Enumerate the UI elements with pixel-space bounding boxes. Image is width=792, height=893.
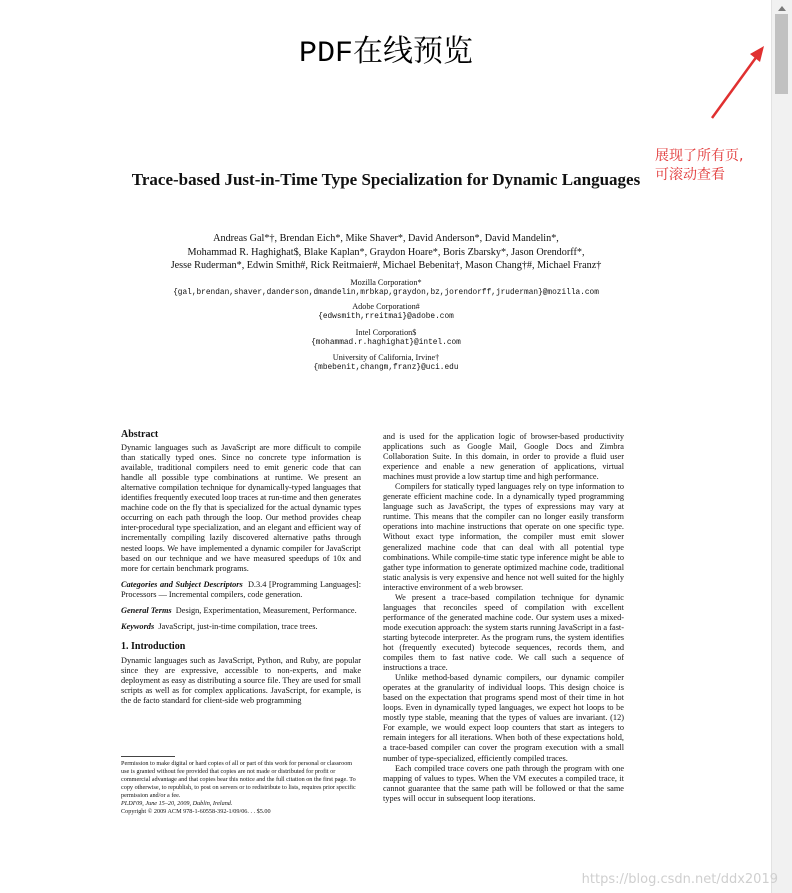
- annotation-line: 展现了所有页,: [655, 148, 744, 164]
- categories: [121, 580, 361, 600]
- affiliation-intel: [110, 327, 662, 349]
- general-terms-label: General Terms: [121, 605, 172, 615]
- affiliation-emails: {mbebenit,changm,franz}@uci.edu: [313, 364, 459, 372]
- keywords-label: Keywords: [121, 621, 155, 631]
- affiliation-emails: {gal,brendan,shaver,danderson,dmandelin,mrbkap,graydon,bz,jorendorff,jruderman}@mozilla.com: [173, 289, 599, 297]
- body-paragraph: Compilers for statically typed languages rely on type information to generate efficient machine code. In a dynamically typed programming language such as JavaScript, the types of expressions may vary at runtime. This means that the compiler can no longer easily transform operations into machine instructions that operate on one specific type. Without exact type information, the compiler must emit slower generalized machine code that can deal with all potential type combinations. While compile-time static type inference might be able to gather type information to generate optimized machine code, traditional static analysis is very expensive and hence not well suited for the highly interactive environment of a web browser.: [383, 482, 624, 592]
- affiliation-name: University of California, Irvine†: [332, 353, 440, 362]
- categories-label: Categories and Subject Descriptors: [121, 579, 243, 589]
- scrollbar-thumb[interactable]: [775, 14, 788, 94]
- categories-text: D.3.4 [Programming Languages]: Processors — Incremental compilers, code generation.: [121, 579, 362, 599]
- affiliation-name: Intel Corporation$: [355, 328, 417, 337]
- annotation-note: [655, 147, 743, 185]
- annotation-arrow-head: [750, 46, 764, 62]
- body-paragraph: Unlike method-based dynamic compilers, our dynamic compiler operates at the granularity of individual loops. This design choice is based on the expectation that programs spend most of their time in hot loops. Even in dynamically typed languages, we expect hot loops to be mostly type stable, meaning that the types of values are invariant. (12) For example, we would expect loop counters that start as integers to remain integers for all iterations. When both of these expectations hold, a trace-based compiler can cover the program execution with a small number of type-specialized, efficiently compiled traces.: [383, 673, 624, 763]
- footnote-permission: Permission to make digital or hard copies of all or part of this work for personal or classroom use is granted without fee provided that copies are not made or distributed for profit or commercial advantage and that copies bear this notice and the full citation on the first page. To copy otherwise, to republish, to post on servers or to redistribute to lists, requires prior specific permission and/or a fee.: [121, 760, 356, 799]
- affiliation-mozilla: [110, 277, 662, 299]
- affiliation-emails: {edwsmith,rreitmai}@adobe.com: [318, 313, 454, 321]
- page-title: PDF在线预览: [298, 37, 473, 71]
- watermark: https://blog.csdn.net/ddx2019: [581, 872, 778, 887]
- paper-title: Trace-based Just-in-Time Type Specialization for Dynamic Languages: [131, 170, 641, 189]
- abstract-heading: Abstract: [121, 429, 159, 440]
- intro-heading: 1. Introduction: [121, 640, 186, 652]
- body-paragraph: Each compiled trace covers one path through the program with one mapping of values to types. When the VM executes a compiled trace, it cannot guarantee that the same path will be followed or that the same types will occur in subsequent loop iterations.: [383, 763, 624, 803]
- affiliation-emails: {mohammad.r.haghighat}@intel.com: [311, 339, 461, 347]
- affiliation-adobe: [110, 301, 662, 323]
- general-terms: [121, 606, 361, 616]
- author-line: Mohammad R. Haghighat$, Blake Kaplan*, Graydon Hoare*, Boris Zbarsky*, Jason Orendorff*,: [187, 246, 585, 258]
- general-terms-text: Design, Experimentation, Measurement, Performance.: [175, 605, 357, 615]
- affiliation-name: Mozilla Corporation*: [350, 278, 422, 287]
- author-line: Andreas Gal*†, Brendan Eich*, Mike Shaver*, David Anderson*, David Mandelin*,: [213, 233, 559, 244]
- footnote-conference: PLDI'09, June 15–20, 2009, Dublin, Ireland.: [121, 800, 233, 807]
- keywords-text: JavaScript, just-in-time compilation, trace trees.: [158, 621, 318, 631]
- footnote: [121, 760, 361, 816]
- affiliation-name: Adobe Corporation#: [352, 302, 420, 311]
- footnote-copyright: Copyright © 2009 ACM 978-1-60558-392-1/09/06. . . $5.00: [121, 808, 271, 815]
- annotation-arrow-line: [712, 52, 760, 118]
- right-column: [383, 432, 624, 804]
- intro-paragraph: Dynamic languages such as JavaScript, Python, and Ruby, are popular since they are expressive, accessible to non-experts, and make deployment as easy as distributing a source file. They are used for small scripts as well as for complex applications. JavaScript, for example, is the de facto standard for client-side web programming: [121, 655, 361, 706]
- author-line: Jesse Ruderman*, Edwin Smith#, Rick Reitmaier#, Michael Bebenita†, Mason Chang†#, Michael Franz†: [170, 260, 602, 271]
- annotation-line: 可滚动查看: [655, 167, 725, 183]
- annotation-arrow: [700, 40, 770, 125]
- left-column: [121, 430, 361, 706]
- keywords: [121, 622, 361, 632]
- author-list: [110, 232, 662, 273]
- footnote-divider: [121, 756, 175, 757]
- abstract-text: Dynamic languages such as JavaScript are more difficult to compile than statically typed ones. Since no concrete type information is available, traditional compilers need to emit generic code that can handle all possible type combinations at runtime. We present an alternative compilation technique for dynamically-typed languages that identifies frequently executed loop traces at run-time and then generates machine code on the fly that is specialized for the actual dynamic types occurring on each path through the loop. Our method provides cheap inter-procedural type specialization, and an elegant and efficient way of incrementally compiling lazily discovered alternative paths through nested loops. We have implemented a dynamic compiler for JavaScript based on our technique and we have measured speedups of 10x and more for certain benchmark programs.: [121, 443, 361, 573]
- affiliation-uci: [110, 352, 662, 374]
- vertical-scrollbar[interactable]: [771, 0, 792, 893]
- body-paragraph: We present a trace-based compilation technique for dynamic languages that reconciles speed of compilation with excellent performance of the generated machine code. Our system uses a mixed-mode execution approach: the system starts running JavaScript in a fast-starting bytecode interpreter. As the program runs, the system identifies hot (frequently executed) bytecode sequences, records them, and compiles them to fast native code. We call such a sequence of instructions a trace.: [383, 592, 624, 673]
- scroll-up-arrow-icon[interactable]: [778, 6, 786, 11]
- body-paragraph: and is used for the application logic of browser-based productivity applications such as Google Mail, Google Docs and Zimbra Collaboration Suite. In this domain, in order to provide a fluid user experience and enable a new generation of applications, virtual machines must provide a low startup time and high performance.: [383, 432, 624, 482]
